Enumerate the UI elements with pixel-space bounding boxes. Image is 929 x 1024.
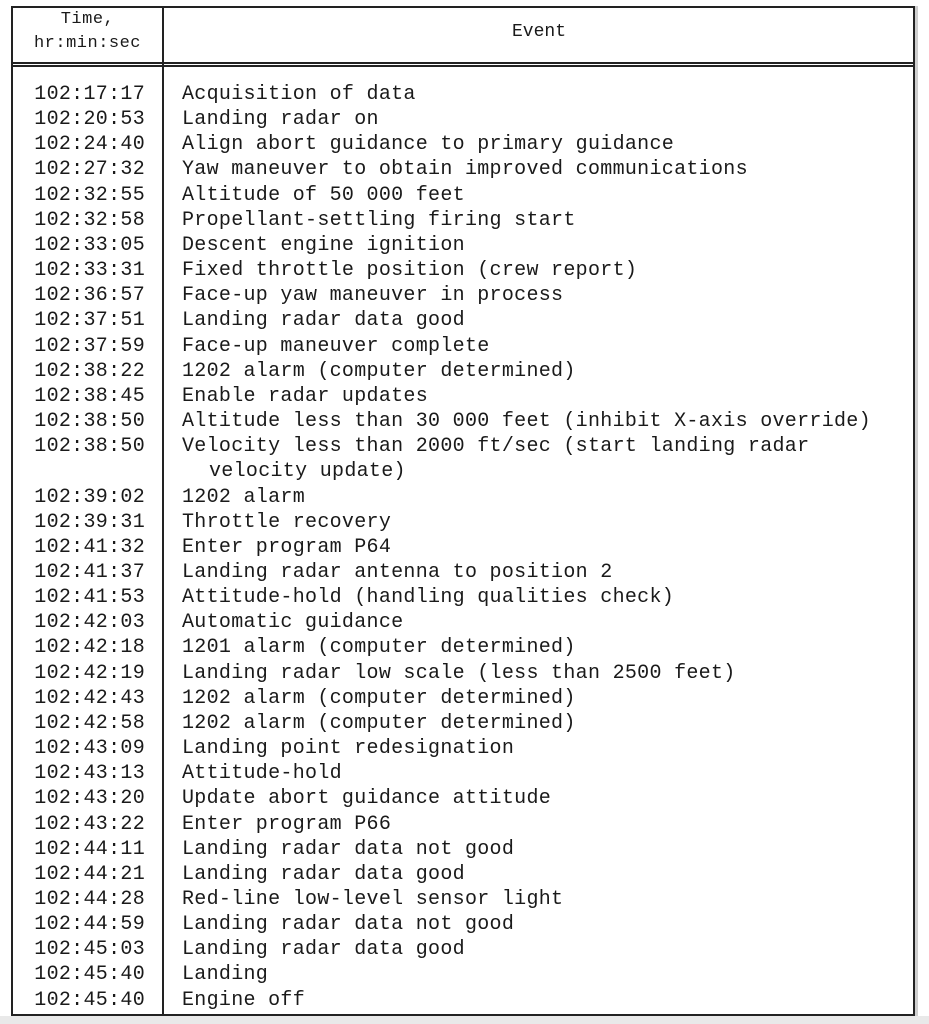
time-cell: 102:42:03 — [34, 611, 145, 635]
event-cell — [182, 107, 915, 132]
event-text-continuation: velocity update) — [209, 460, 406, 484]
event-text: Landing radar data not good — [182, 837, 515, 861]
table-row — [11, 610, 915, 635]
event-cell — [182, 962, 915, 987]
event-cell — [182, 560, 915, 585]
table-row — [11, 585, 915, 610]
time-cell: 102:44:21 — [34, 862, 145, 886]
event-text: Align abort guidance to primary guidance — [182, 133, 675, 157]
event-text: Red-line low-level sensor light — [182, 888, 564, 911]
event-text: 1202 alarm — [182, 485, 306, 509]
table-row — [11, 812, 915, 837]
event-text: Enable radar updates — [182, 384, 429, 408]
table-row — [11, 988, 915, 1013]
event-cell — [182, 258, 915, 283]
time-cell: 102:44:59 — [34, 913, 145, 937]
time-cell: 102:38:22 — [34, 359, 145, 383]
event-cell — [182, 887, 915, 912]
event-text: Velocity less than 2000 ft/sec (start landing radar — [182, 435, 810, 459]
time-cell: 102:43:09 — [34, 737, 145, 761]
table-row — [11, 208, 915, 233]
table-row — [11, 132, 915, 157]
table-row — [11, 510, 915, 535]
table-row — [11, 485, 915, 510]
time-cell: 102:38:50 — [34, 435, 145, 459]
time-cell: 102:33:05 — [34, 233, 145, 257]
table-row — [11, 837, 915, 862]
event-text: Enter program P66 — [182, 812, 392, 836]
event-text: Attitude-hold (handling qualities check) — [182, 586, 675, 610]
event-text: Landing radar antenna to position 2 — [182, 560, 613, 584]
event-table-body — [11, 82, 915, 1013]
column-header-time-line1: Time, — [60, 10, 115, 29]
event-text: Landing radar data good — [182, 309, 465, 333]
event-text: Landing — [182, 963, 269, 987]
table-row — [11, 157, 915, 182]
event-text: 1201 alarm (computer determined) — [182, 636, 576, 660]
time-cell: 102:17:17 — [34, 83, 145, 106]
event-text: Update abort guidance attitude — [182, 787, 552, 811]
time-cell: 102:44:11 — [34, 837, 145, 861]
page-bottom-edge — [0, 1016, 929, 1024]
time-cell: 102:37:59 — [34, 334, 145, 358]
event-cell — [182, 837, 915, 862]
header-rule-double — [11, 65, 915, 67]
time-cell: 102:43:13 — [34, 762, 145, 786]
event-cell — [182, 610, 915, 635]
event-cell — [182, 510, 915, 535]
event-text: Landing radar data good — [182, 862, 465, 886]
event-text: Propellant-settling firing start — [182, 208, 576, 232]
table-row — [11, 535, 915, 560]
event-text: 1202 alarm (computer determined) — [182, 359, 576, 383]
table-row — [11, 560, 915, 585]
table-row — [11, 409, 915, 434]
table-row — [11, 359, 915, 384]
event-text: Altitude of 50 000 feet — [182, 183, 465, 207]
table-row — [11, 334, 915, 359]
table-row — [11, 912, 915, 937]
table-row — [11, 82, 915, 107]
event-cell — [182, 434, 915, 484]
event-cell — [182, 988, 915, 1013]
time-cell: 102:24:40 — [34, 133, 145, 157]
time-cell: 102:45:40 — [34, 988, 145, 1012]
time-cell: 102:39:31 — [34, 510, 145, 534]
column-header-event: Event — [511, 22, 566, 42]
time-cell: 102:44:28 — [34, 888, 145, 911]
time-cell: 102:43:22 — [34, 812, 145, 836]
event-cell — [182, 585, 915, 610]
table-row — [11, 711, 915, 736]
time-cell: 102:38:45 — [34, 384, 145, 408]
event-text: Throttle recovery — [182, 510, 392, 534]
event-text: Landing radar on — [182, 108, 379, 132]
event-text: Landing radar data not good — [182, 913, 515, 937]
table-row — [11, 962, 915, 987]
event-cell — [182, 359, 915, 384]
time-cell: 102:41:32 — [34, 535, 145, 559]
event-text: Acquisition of data — [182, 83, 416, 106]
event-cell — [182, 82, 915, 107]
event-cell — [182, 157, 915, 182]
time-cell: 102:32:58 — [34, 208, 145, 232]
time-cell: 102:45:03 — [34, 938, 145, 962]
event-text: Attitude-hold — [182, 762, 342, 786]
time-cell: 102:32:55 — [34, 183, 145, 207]
time-cell: 102:41:53 — [34, 586, 145, 610]
event-cell — [182, 132, 915, 157]
event-text: Altitude less than 30 000 feet (inhibit X-axis override) — [182, 410, 871, 434]
time-cell: 102:42:19 — [34, 661, 145, 685]
time-cell: 102:42:43 — [34, 686, 145, 710]
time-cell: 102:27:32 — [34, 158, 145, 182]
event-cell — [182, 409, 915, 434]
table-row — [11, 937, 915, 962]
table-row — [11, 384, 915, 409]
event-cell — [182, 485, 915, 510]
time-cell: 102:20:53 — [34, 108, 145, 132]
event-cell — [182, 686, 915, 711]
time-cell: 102:41:37 — [34, 560, 145, 584]
table-row — [11, 434, 915, 484]
table-row — [11, 107, 915, 132]
time-cell: 102:42:58 — [34, 711, 145, 735]
time-cell: 102:37:51 — [34, 309, 145, 333]
event-text: Face-up yaw maneuver in process — [182, 284, 564, 308]
table-row — [11, 686, 915, 711]
event-cell — [182, 308, 915, 333]
event-text: Automatic guidance — [182, 611, 404, 635]
event-cell — [182, 862, 915, 887]
table-row — [11, 736, 915, 761]
table-row — [11, 233, 915, 258]
event-text: Landing radar data good — [182, 938, 465, 962]
time-cell: 102:43:20 — [34, 787, 145, 811]
event-text: Yaw maneuver to obtain improved communications — [182, 158, 748, 182]
event-cell — [182, 912, 915, 937]
time-cell: 102:42:18 — [34, 636, 145, 660]
event-cell — [182, 183, 915, 208]
table-row — [11, 308, 915, 333]
table-row — [11, 283, 915, 308]
event-text: Face-up maneuver complete — [182, 334, 490, 358]
event-text: Landing radar low scale (less than 2500 feet) — [182, 661, 736, 685]
page-edge-shadow — [915, 6, 918, 1018]
event-cell — [182, 635, 915, 660]
event-text: Enter program P64 — [182, 535, 392, 559]
event-cell — [182, 711, 915, 736]
time-cell: 102:38:50 — [34, 410, 145, 434]
event-cell — [182, 233, 915, 258]
event-cell — [182, 661, 915, 686]
event-cell — [182, 736, 915, 761]
table-row — [11, 887, 915, 912]
event-cell — [182, 812, 915, 837]
table-row — [11, 786, 915, 811]
event-text: Engine off — [182, 988, 306, 1012]
table-row — [11, 183, 915, 208]
time-cell: 102:33:31 — [34, 259, 145, 283]
time-cell: 102:36:57 — [34, 284, 145, 308]
event-cell — [182, 208, 915, 233]
table-row — [11, 862, 915, 887]
event-cell — [182, 334, 915, 359]
column-header-time — [13, 8, 162, 56]
event-cell — [182, 761, 915, 786]
table-row — [11, 258, 915, 283]
event-cell — [182, 283, 915, 308]
event-text: Fixed throttle position (crew report) — [182, 259, 638, 283]
table-row — [11, 635, 915, 660]
time-cell: 102:39:02 — [34, 485, 145, 509]
time-cell: 102:45:40 — [34, 963, 145, 987]
header-rule — [11, 62, 915, 64]
event-text: Descent engine ignition — [182, 233, 465, 257]
event-text: Landing point redesignation — [182, 737, 515, 761]
table-row — [11, 661, 915, 686]
event-text: 1202 alarm (computer determined) — [182, 711, 576, 735]
event-cell — [182, 937, 915, 962]
event-cell — [182, 786, 915, 811]
event-text: 1202 alarm (computer determined) — [182, 686, 576, 710]
event-cell — [182, 535, 915, 560]
event-cell — [182, 384, 915, 409]
column-header-time-line2: hr:min:sec — [33, 34, 142, 53]
table-row — [11, 761, 915, 786]
